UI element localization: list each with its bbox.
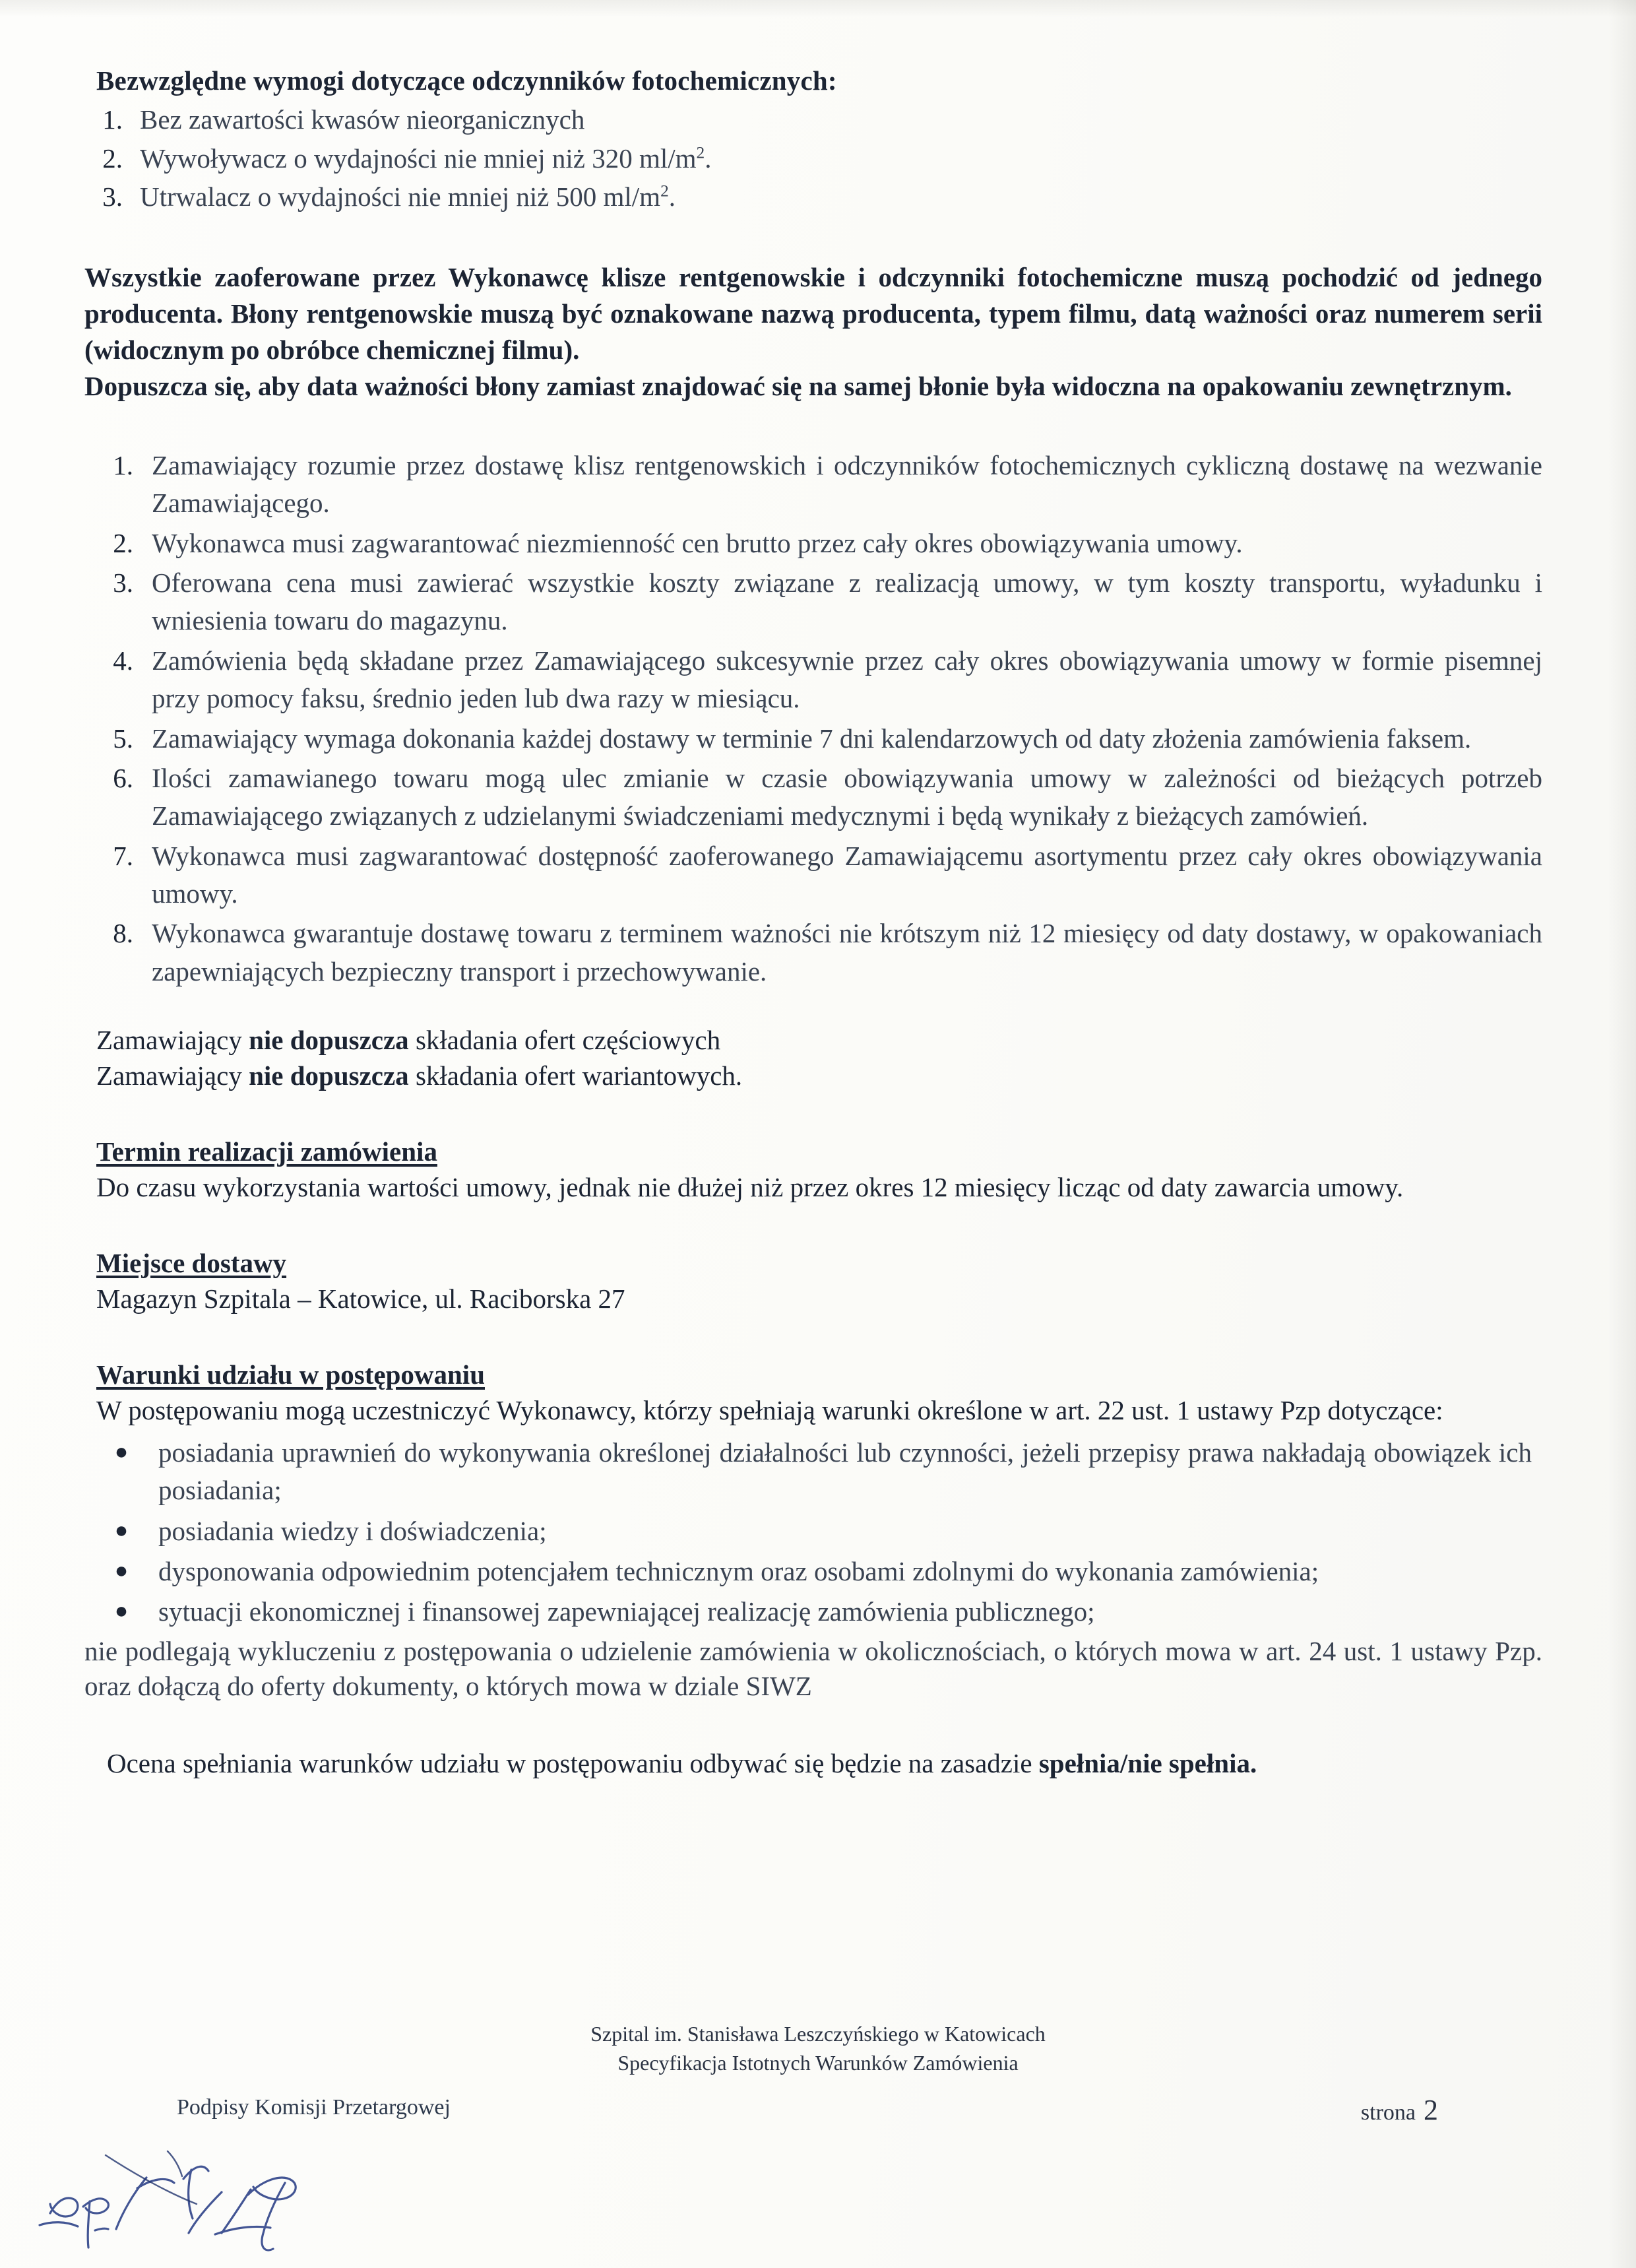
list-item-number: 2. [113,527,133,558]
list-item [96,760,1542,835]
conditions-list [84,447,1542,990]
footer-signatures-label: Podpisy Komisji Przetargowej [177,2095,451,2120]
list-item-number: 1. [102,104,123,135]
requirements-list [84,101,1542,216]
page-label: strona [1360,2100,1416,2125]
list-item [96,564,1542,640]
list-item [84,140,1542,178]
list-item-text: Zamawiający wymaga dokonania każdej dostawy w terminie 7 dni kalendarzowych od daty złożenia zamówienia faksem. [152,723,1472,754]
bullet-icon: ● [114,1558,129,1583]
list-item [96,447,1542,523]
term-text: Do czasu wykorzystania wartości umowy, jednak nie dłużej niż przez okres 12 miesięcy licząc od daty zawarcia umowy. [96,1171,1404,1202]
bullet-icon: ● [114,1599,129,1624]
page-number: 2 [1424,2094,1438,2126]
assessment-pre: Ocena spełniania warunków udziału w postępowaniu odbywać się będzie na zasadzie [107,1748,1039,1779]
list-item [84,1553,1542,1590]
offers-line-1-pre: Zamawiający [96,1025,249,1056]
list-item-text: Wykonawca musi zagwarantować dostępność zaoferowanego Zamawiającemu asortymentu przez cały okres obowiązywania umowy. [152,840,1542,909]
place-text: Magazyn Szpitala – Katowice, ul. Raciborska 27 [96,1283,625,1314]
offers-line-2-post: składania ofert wariantowych. [408,1060,743,1091]
list-item-text: posiadania uprawnień do wykonywania określonej działalności lub czynności, jeżeli przepisy prawa nakładają obowiązek ich posiadania; [158,1437,1532,1506]
list-item-number: 5. [113,723,133,754]
list-item-number: 1. [113,449,133,480]
list-item-text: sytuacji ekonomicznej i finansowej zapewniającej realizację zamówienia publicznego; [158,1596,1095,1627]
list-item-text: Bez zawartości kwasów nieorganicznych [140,104,585,135]
list-item-text: Wywoływacz o wydajności nie mniej niż 320 $ml/m^2$. [140,143,712,174]
list-item-number: 4. [113,645,133,676]
document-content [84,63,1542,1782]
list-item-number: 7. [113,840,133,871]
assessment-bold: spełnia/nie spełnia. [1038,1748,1257,1779]
bold-paragraph-2: Dopuszcza się, aby data ważności błony zamiast znajdować się na samej błonie była widoczna na opakowaniu zewnętrznym. [84,370,1512,401]
participation-heading: Warunki udziału w postępowaniu [96,1359,485,1390]
list-item [96,642,1542,718]
list-item-text: dysponowania odpowiednim potencjałem technicznym oraz osobami zdolnymi do wykonania zamówienia; [158,1555,1319,1586]
footer-center [0,2019,1636,2077]
bold-paragraph-1: Wszystkie zaoferowane przez Wykonawcę klisze rentgenowskie i odczynniki fotochemiczne muszą pochodzić od jednego producenta. Błony rentgenowskie muszą być oznakowane nazwą producenta, typem filmu, datą ważności oraz numerem serii (widocznym po obróbce chemicznej filmu). [84,262,1542,365]
list-item-number: 2. [102,143,123,174]
list-item-text: Wykonawca musi zagwarantować niezmienność cen brutto przez cały okres obowiązywania umowy. [152,527,1243,558]
offers-line-2-pre: Zamawiający [96,1060,249,1091]
participation-tail: nie podlegają wykluczeniu z postępowania o udzielenie zamówienia w okolicznościach, o których mowa w art. 24 ust. 1 ustawy Pzp. oraz dołączą do oferty dokumenty, o których mowa w dziale SIWZ [84,1635,1542,1701]
list-item-text: Oferowana cena musi zawierać wszystkie koszty związane z realizacją umowy, w tym koszty transportu, wyładunku i wniesienia towaru do magazynu. [152,567,1542,636]
list-item-text: Utrwalacz o wydajności nie mniej niż 500 $ml/m^2$. [140,181,676,212]
list-item [84,101,1542,139]
list-item-text: Wykonawca gwarantuje dostawę towaru z terminem ważności nie krótszym niż 12 miesięcy od daty dostawy, w opakowaniach zapewniających bezpieczny transport i przechowywanie. [152,918,1542,987]
list-item-number: 6. [113,762,133,793]
requirements-heading: Bezwzględne wymogi dotyczące odczynników fotochemicznych: [96,65,837,96]
list-item-text: posiadania wiedzy i doświadczenia; [158,1515,547,1546]
list-item-number: 3. [113,567,133,598]
footer-document-name: Specyfikacja Istotnych Warunków Zamówienia [617,2051,1019,2075]
offers-line-2 [84,1058,1542,1093]
offers-line-2-bold: nie dopuszcza [249,1060,409,1091]
footer-hospital-name: Szpital im. Stanisława Leszczyńskiego w Katowicach [590,2022,1046,2046]
offers-line-1-bold: nie dopuszcza [249,1025,409,1056]
bullet-icon: ● [114,1518,129,1543]
offers-line-1 [84,1023,1542,1058]
list-item-text: Zamówienia będą składane przez Zamawiającego sukcesywnie przez cały okres obowiązywania umowy w formie pisemnej przy pomocy faksu, średnio jeden lub dwa razy w miesiącu. [152,645,1542,714]
offers-line-1-post: składania ofert częściowych [408,1025,721,1056]
bullet-icon: ● [114,1439,129,1464]
assessment-line [84,1746,1542,1781]
list-item [84,1434,1542,1510]
list-item-number: 8. [113,918,133,949]
list-item [84,178,1542,216]
list-item [96,525,1542,562]
list-item [84,1593,1542,1631]
participation-intro: W postępowaniu mogą uczestniczyć Wykonawcy, którzy spełniają warunki określone w art. 22 ust. 1 ustawy Pzp dotyczące: [96,1395,1443,1426]
term-heading: Termin realizacji zamówienia [96,1136,437,1167]
list-item [96,720,1542,758]
participation-bullets [84,1434,1542,1631]
list-item-text: Ilości zamawianego towaru mogą ulec zmianie w czasie obowiązywania umowy w zależności od bieżących potrzeb Zamawiającego związanych z udzielanymi świadczeniami medycznymi i będą wynikały z bieżących zamówień. [152,762,1542,831]
scan-shadow-right [1608,0,1636,2268]
list-item [84,1512,1542,1550]
place-heading: Miejsce dostawy [96,1248,287,1279]
footer-page-indicator [1361,2093,1438,2127]
list-item [96,915,1542,990]
list-item [96,837,1542,913]
list-item-number: 3. [102,181,123,212]
scan-shadow-top [0,0,1636,17]
list-item-text: Zamawiający rozumie przez dostawę klisz rentgenowskich i odczynników fotochemicznych cykliczną dostawę na wezwanie Zamawiającego. [152,449,1542,519]
